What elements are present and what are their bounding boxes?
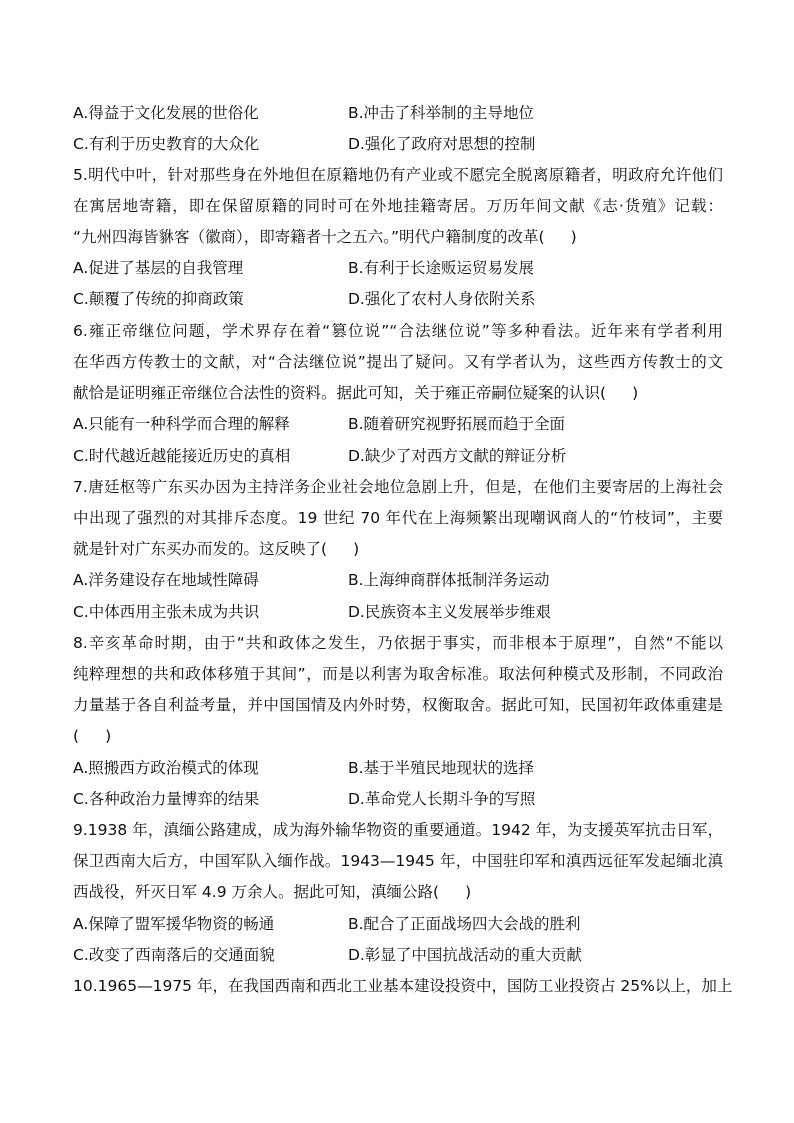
q7-option-c: C.中体西用主张未成为共识 bbox=[73, 603, 260, 621]
q8-stem-text: ( bbox=[73, 727, 80, 745]
q6-option-c: C.时代越近越能接近历史的真相 bbox=[73, 447, 291, 465]
q8-stem-line-2: 纯粹理想的共和政体移殖于其间”，而是以利害为取舍标准。取法何种模式及形制，不同政治 bbox=[73, 665, 723, 683]
q9-stem-line-2: 保卫西南大后方，中国军队入缅作战。1943—1945 年，中国驻印军和滇西远征军发起缅北滇 bbox=[73, 852, 723, 870]
q7-option-a: A.洋务建设存在地域性障碍 bbox=[73, 571, 259, 589]
q7-stem-line-2: 中出现了强烈的对其排斥态度。19 世纪 70 年代在上海频繁出现嘲讽商人的“竹枝词”，主要 bbox=[73, 509, 723, 527]
q6-stem-line-2: 在华西方传教士的文献，对“合法继位说”提出了疑问。又有学者认为，这些西方传教士的文 bbox=[73, 353, 723, 371]
q5-option-a: A.促进了基层的自我管理 bbox=[73, 259, 244, 277]
q7-options-row-1 bbox=[73, 564, 723, 596]
q9-stem-text: 西战役，歼灭日军 4.9 万余人。据此可知，滇缅公路( bbox=[73, 883, 440, 901]
q7-stem-line-1: 7.唐廷枢等广东买办因为主持洋务企业社会地位急剧上升，但是，在他们主要寄居的上海社会 bbox=[73, 478, 723, 496]
q5-option-d: D.强化了农村人身依附关系 bbox=[348, 290, 536, 308]
q8-stem-line-3: 力量基于各自利益考量，并中国国情及内外时势，权衡取舍。据此可知，民国初年政体重建是 bbox=[73, 696, 723, 714]
q6-stem-text: 献恰是证明雍正帝继位合法性的资料。据此可知，关于雍正帝嗣位疑案的认识( bbox=[73, 384, 607, 402]
q8-option-d: D.革命党人长期斗争的写照 bbox=[348, 790, 536, 808]
q5-options-row-1 bbox=[73, 252, 723, 284]
q5-option-c: C.颠覆了传统的抑商政策 bbox=[73, 290, 244, 308]
q8-stem-line-4 bbox=[73, 720, 723, 752]
q10-stem-line-1: 10.1965—1975 年，在我国西南和西北工业基本建设投资中，国防工业投资占 25%以上，加上 bbox=[73, 977, 733, 995]
q5-option-b: B.有利于长途贩运贸易发展 bbox=[348, 259, 535, 277]
q9-options-row-1 bbox=[73, 908, 723, 940]
q7-stem-line-3 bbox=[73, 533, 723, 565]
q8-stem-line-1: 8.辛亥革命时期，由于“共和政体之发生，乃依据于事实，而非根本于原理”，自然“不能以 bbox=[73, 634, 723, 652]
q7-option-b: B.上海绅商群体抵制洋务运动 bbox=[348, 571, 550, 589]
q6-option-a: A.只能有一种科学而合理的解释 bbox=[73, 415, 290, 433]
q4-option-a: A.得益于文化发展的世俗化 bbox=[73, 104, 259, 122]
q9-option-a: A.保障了盟军援华物资的畅通 bbox=[73, 915, 275, 933]
q5-stem-text: “九州四海皆貅客（徽商），即寄籍者十之五六。”明代户籍制度的改革( bbox=[73, 228, 545, 246]
q4-option-b: B.冲击了科举制的主导地位 bbox=[348, 104, 535, 122]
q6-options-row-2 bbox=[73, 440, 723, 472]
q5-stem-line-2: 在寓居地寄籍，即在保留原籍的同时可在外地挂籍寄居。万历年间文献《志·货殖》记载： bbox=[73, 197, 723, 215]
q7-stem-text: 就是针对广东买办而发的。这反映了( bbox=[73, 540, 328, 558]
q4-options-row-2 bbox=[73, 128, 723, 160]
q9-stem-line-1: 9.1938 年，滇缅公路建成，成为海外输华物资的重要通道。1942 年，为支援英军抗击日军， bbox=[73, 821, 723, 839]
q6-option-b: B.随着研究视野拓展而趋于全面 bbox=[348, 415, 566, 433]
q7-option-d: D.民族资本主义发展举步维艰 bbox=[348, 603, 551, 621]
q5-options-row-2 bbox=[73, 283, 723, 315]
q9-stem-line-3 bbox=[73, 876, 723, 908]
q9-option-b: B.配合了正面战场四大会战的胜利 bbox=[348, 915, 581, 933]
q9-option-c: C.改变了西南落后的交通面貌 bbox=[73, 946, 275, 964]
q8-options-row-2 bbox=[73, 783, 723, 815]
q8-option-b: B.基于半殖民地现状的选择 bbox=[348, 759, 535, 777]
paren-close: ) bbox=[465, 883, 472, 901]
q5-stem-line-3 bbox=[73, 221, 723, 253]
q4-options-row-1 bbox=[73, 97, 723, 129]
q6-options-row-1 bbox=[73, 408, 723, 440]
q9-options-row-2 bbox=[73, 939, 723, 971]
q4-option-d: D.强化了政府对思想的控制 bbox=[348, 135, 536, 153]
q6-option-d: D.缺少了对西方文献的辩证分析 bbox=[348, 447, 567, 465]
q8-option-c: C.各种政治力量博弈的结果 bbox=[73, 790, 260, 808]
paren-close: ) bbox=[105, 727, 112, 745]
q8-options-row-1 bbox=[73, 752, 723, 784]
q5-stem-line-1: 5.明代中叶，针对那些身在外地但在原籍地仍有产业或不愿完全脱离原籍者，明政府允许他们 bbox=[73, 166, 723, 184]
q8-option-a: A.照搬西方政治模式的体现 bbox=[73, 759, 259, 777]
paren-close: ) bbox=[353, 540, 360, 558]
q4-option-c: C.有利于历史教育的大众化 bbox=[73, 135, 260, 153]
paren-close: ) bbox=[570, 228, 577, 246]
q6-stem-line-3 bbox=[73, 377, 723, 409]
paren-close: ) bbox=[632, 384, 639, 402]
q6-stem-line-1: 6.雍正帝继位问题，学术界存在着“篡位说”“合法继位说”等多种看法。近年来有学者利用 bbox=[73, 322, 723, 340]
q9-option-d: D.彰显了中国抗战活动的重大贡献 bbox=[348, 946, 582, 964]
q7-options-row-2 bbox=[73, 596, 723, 628]
